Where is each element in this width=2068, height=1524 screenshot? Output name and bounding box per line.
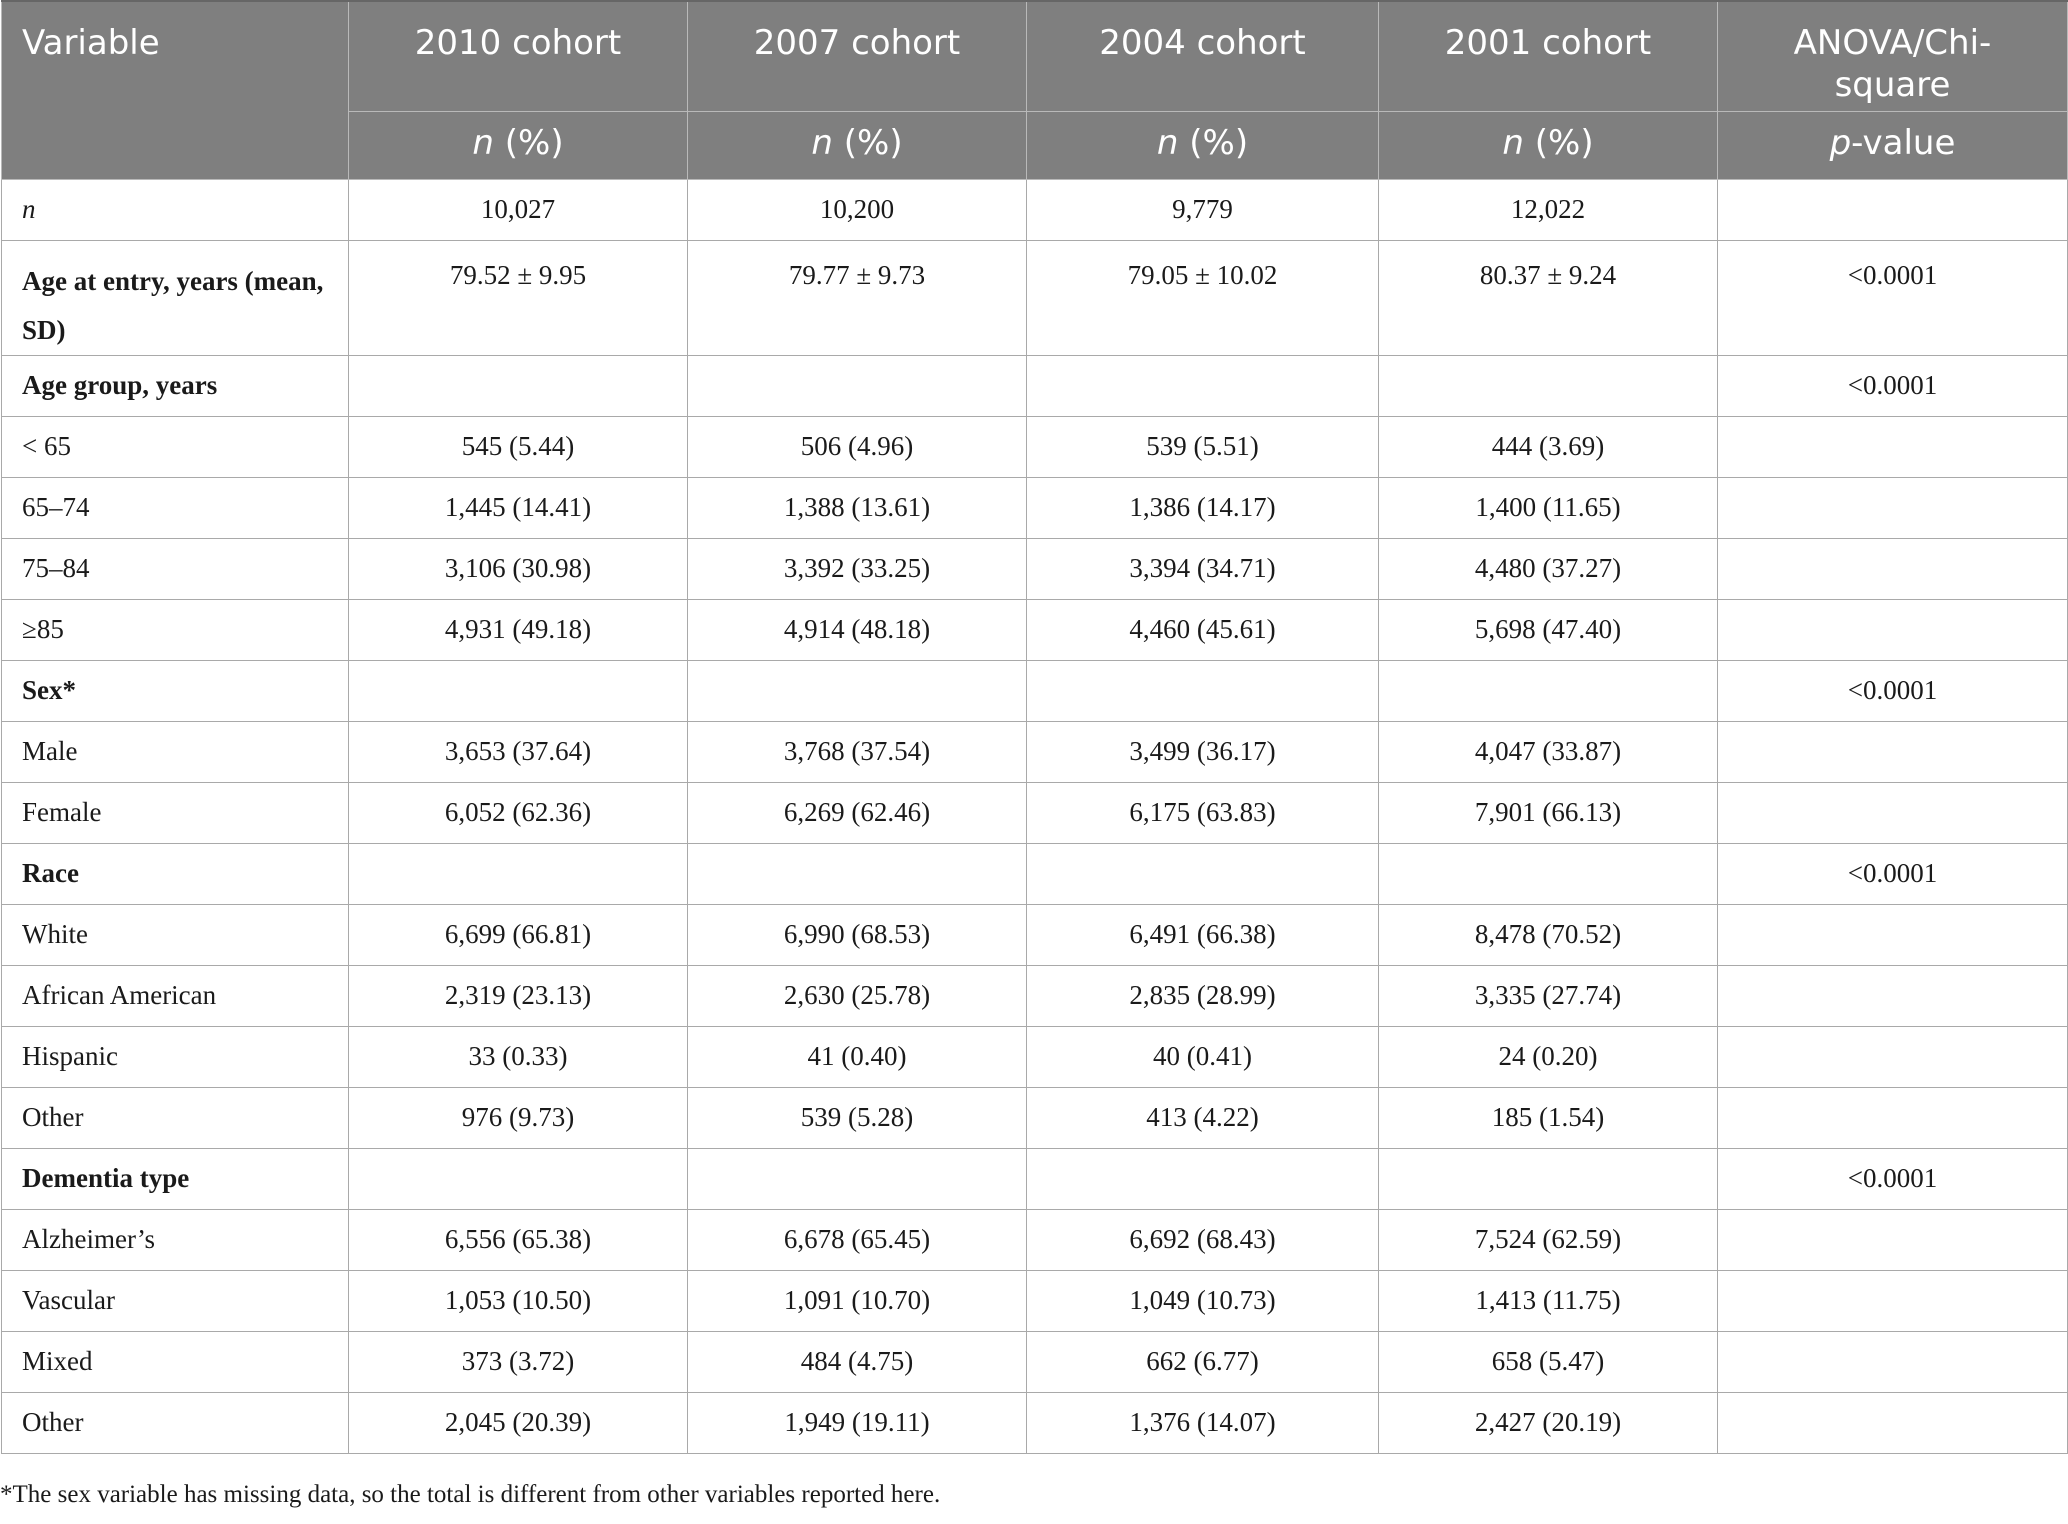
cell-cohort-value (1027, 660, 1379, 721)
subheader-n: n (1156, 122, 1179, 163)
cell-cohort-value: 80.37 ± 9.24 (1379, 240, 1718, 355)
cell-cohort-value: 1,445 (14.41) (349, 477, 688, 538)
subheader-pct: (%) (493, 122, 564, 163)
table-row (2, 1148, 2068, 1209)
cell-p-value: <0.0001 (1718, 240, 2068, 355)
cell-cohort-value: 1,388 (13.61) (688, 477, 1027, 538)
subheader-n: n (1502, 122, 1524, 163)
cell-cohort-value: 4,480 (37.27) (1379, 538, 1718, 599)
cell-p-value (1718, 179, 2068, 240)
cell-cohort-value: 4,460 (45.61) (1027, 599, 1379, 660)
cell-cohort-value: 1,376 (14.07) (1027, 1392, 1379, 1453)
cell-cohort-value: 2,427 (20.19) (1379, 1392, 1718, 1453)
cell-cohort-value (1379, 660, 1718, 721)
cell-cohort-value: 1,949 (19.11) (688, 1392, 1027, 1453)
cell-cohort-value: 1,091 (10.70) (688, 1270, 1027, 1331)
cell-p-value (1718, 1026, 2068, 1087)
row-label: Dementia type (2, 1148, 349, 1209)
cell-p-value: <0.0001 (1718, 355, 2068, 416)
header-2007-cohort: 2007 cohort (688, 1, 1027, 111)
cell-cohort-value: 6,491 (66.38) (1027, 904, 1379, 965)
cell-p-value: <0.0001 (1718, 843, 2068, 904)
subheader-pct: (%) (1178, 122, 1249, 163)
subheader-p: p (1829, 122, 1852, 163)
cell-cohort-value: 2,319 (23.13) (349, 965, 688, 1026)
cell-cohort-value (1379, 355, 1718, 416)
table-row (2, 240, 2068, 355)
table-row (2, 416, 2068, 477)
cell-cohort-value: 3,768 (37.54) (688, 721, 1027, 782)
cell-cohort-value (349, 355, 688, 416)
subheader-n-pct (1379, 111, 1718, 179)
cell-cohort-value: 6,699 (66.81) (349, 904, 688, 965)
subheader-p-value (1718, 111, 2068, 179)
row-label: Female (2, 782, 349, 843)
cell-p-value: <0.0001 (1718, 660, 2068, 721)
cell-cohort-value (688, 1148, 1027, 1209)
cell-cohort-value: 2,045 (20.39) (349, 1392, 688, 1453)
cell-p-value (1718, 904, 2068, 965)
cell-cohort-value (688, 660, 1027, 721)
cell-cohort-value: 6,052 (62.36) (349, 782, 688, 843)
row-label: Other (2, 1392, 349, 1453)
row-label: Male (2, 721, 349, 782)
cell-cohort-value: 7,901 (66.13) (1379, 782, 1718, 843)
table-row (2, 721, 2068, 782)
cell-cohort-value (1379, 1148, 1718, 1209)
cell-cohort-value: 1,053 (10.50) (349, 1270, 688, 1331)
cell-cohort-value: 1,413 (11.75) (1379, 1270, 1718, 1331)
subheader-n-pct (1027, 111, 1379, 179)
cohort-table (1, 0, 2068, 1454)
cell-cohort-value: 79.52 ± 9.95 (349, 240, 688, 355)
cell-cohort-value: 413 (4.22) (1027, 1087, 1379, 1148)
table-row (2, 477, 2068, 538)
table-row (2, 1270, 2068, 1331)
cell-cohort-value: 539 (5.28) (688, 1087, 1027, 1148)
row-label: Vascular (2, 1270, 349, 1331)
cell-cohort-value: 3,335 (27.74) (1379, 965, 1718, 1026)
row-label: n (2, 179, 349, 240)
cell-cohort-value: 10,027 (349, 179, 688, 240)
cell-p-value (1718, 721, 2068, 782)
subheader-n: n (811, 122, 833, 163)
cell-p-value (1718, 599, 2068, 660)
cell-cohort-value: 6,990 (68.53) (688, 904, 1027, 965)
cell-cohort-value: 3,106 (30.98) (349, 538, 688, 599)
cell-cohort-value (349, 660, 688, 721)
table-row (2, 660, 2068, 721)
subheader-pct: (%) (832, 122, 903, 163)
cell-p-value (1718, 1331, 2068, 1392)
cell-cohort-value (349, 843, 688, 904)
table-row (2, 1026, 2068, 1087)
cell-cohort-value: 373 (3.72) (349, 1331, 688, 1392)
cell-cohort-value: 33 (0.33) (349, 1026, 688, 1087)
cell-cohort-value: 1,400 (11.65) (1379, 477, 1718, 538)
cell-p-value (1718, 538, 2068, 599)
header-anova-chi-square: ANOVA/Chi-square (1718, 1, 2068, 111)
cell-cohort-value: 1,049 (10.73) (1027, 1270, 1379, 1331)
header-variable: Variable (2, 1, 349, 179)
cell-cohort-value (349, 1148, 688, 1209)
cell-p-value (1718, 416, 2068, 477)
row-label: Age group, years (2, 355, 349, 416)
cell-cohort-value: 6,556 (65.38) (349, 1209, 688, 1270)
row-label: Sex* (2, 660, 349, 721)
table-row (2, 355, 2068, 416)
row-label: White (2, 904, 349, 965)
header-2010-cohort: 2010 cohort (349, 1, 688, 111)
row-label: Race (2, 843, 349, 904)
cell-cohort-value: 506 (4.96) (688, 416, 1027, 477)
row-label: < 65 (2, 416, 349, 477)
row-label: African American (2, 965, 349, 1026)
subheader-n: n (472, 122, 494, 163)
row-label: Hispanic (2, 1026, 349, 1087)
cell-cohort-value: 545 (5.44) (349, 416, 688, 477)
cell-cohort-value: 539 (5.51) (1027, 416, 1379, 477)
cell-cohort-value: 79.05 ± 10.02 (1027, 240, 1379, 355)
cell-cohort-value: 24 (0.20) (1379, 1026, 1718, 1087)
cell-p-value: <0.0001 (1718, 1148, 2068, 1209)
cell-p-value (1718, 1392, 2068, 1453)
row-label: Age at entry, years (mean, SD) (2, 240, 349, 355)
cell-p-value (1718, 782, 2068, 843)
cell-p-value (1718, 965, 2068, 1026)
table-row (2, 1392, 2068, 1453)
header-row (2, 1, 2068, 111)
cell-cohort-value: 3,499 (36.17) (1027, 721, 1379, 782)
subheader-n-pct (349, 111, 688, 179)
cell-cohort-value: 658 (5.47) (1379, 1331, 1718, 1392)
table-footnote: *The sex variable has missing data, so the total is different from other variables reported here. (0, 1481, 941, 1508)
table-row (2, 843, 2068, 904)
cell-cohort-value: 6,175 (63.83) (1027, 782, 1379, 843)
row-label: Mixed (2, 1331, 349, 1392)
cell-cohort-value: 41 (0.40) (688, 1026, 1027, 1087)
table-row (2, 538, 2068, 599)
cell-cohort-value (688, 843, 1027, 904)
cell-p-value (1718, 477, 2068, 538)
cell-cohort-value: 8,478 (70.52) (1379, 904, 1718, 965)
cell-cohort-value: 6,678 (65.45) (688, 1209, 1027, 1270)
table-row (2, 1209, 2068, 1270)
cell-cohort-value: 4,914 (48.18) (688, 599, 1027, 660)
header-2001-cohort: 2001 cohort (1379, 1, 1718, 111)
cell-cohort-value: 185 (1.54) (1379, 1087, 1718, 1148)
cell-cohort-value: 976 (9.73) (349, 1087, 688, 1148)
cell-cohort-value: 12,022 (1379, 179, 1718, 240)
table-row (2, 599, 2068, 660)
cell-cohort-value: 1,386 (14.17) (1027, 477, 1379, 538)
cell-cohort-value: 7,524 (62.59) (1379, 1209, 1718, 1270)
cell-cohort-value: 3,394 (34.71) (1027, 538, 1379, 599)
cell-cohort-value (1027, 843, 1379, 904)
table-row (2, 965, 2068, 1026)
row-label: 65–74 (2, 477, 349, 538)
header-2004-cohort: 2004 cohort (1027, 1, 1379, 111)
subheader-value: -value (1851, 122, 1956, 163)
cell-cohort-value: 484 (4.75) (688, 1331, 1027, 1392)
cell-cohort-value (688, 355, 1027, 416)
cell-cohort-value (1379, 843, 1718, 904)
cell-p-value (1718, 1087, 2068, 1148)
cell-cohort-value: 9,779 (1027, 179, 1379, 240)
cell-cohort-value: 5,698 (47.40) (1379, 599, 1718, 660)
subheader-pct: (%) (1523, 122, 1594, 163)
cell-cohort-value (1027, 355, 1379, 416)
cell-cohort-value: 662 (6.77) (1027, 1331, 1379, 1392)
cell-cohort-value: 40 (0.41) (1027, 1026, 1379, 1087)
row-label: 75–84 (2, 538, 349, 599)
cell-cohort-value: 4,047 (33.87) (1379, 721, 1718, 782)
table-row (2, 1087, 2068, 1148)
cell-cohort-value: 3,392 (33.25) (688, 538, 1027, 599)
cell-cohort-value: 2,835 (28.99) (1027, 965, 1379, 1026)
cell-cohort-value: 3,653 (37.64) (349, 721, 688, 782)
table-row (2, 179, 2068, 240)
cell-cohort-value: 4,931 (49.18) (349, 599, 688, 660)
table-row (2, 1331, 2068, 1392)
row-label: Alzheimer’s (2, 1209, 349, 1270)
cell-p-value (1718, 1209, 2068, 1270)
cell-cohort-value: 6,692 (68.43) (1027, 1209, 1379, 1270)
row-label: Other (2, 1087, 349, 1148)
table-row (2, 904, 2068, 965)
cell-cohort-value (1027, 1148, 1379, 1209)
cell-cohort-value: 79.77 ± 9.73 (688, 240, 1027, 355)
table-row (2, 782, 2068, 843)
table-header (2, 1, 2068, 179)
cell-cohort-value: 2,630 (25.78) (688, 965, 1027, 1026)
row-label: ≥85 (2, 599, 349, 660)
cell-cohort-value: 10,200 (688, 179, 1027, 240)
cell-cohort-value: 6,269 (62.46) (688, 782, 1027, 843)
cell-p-value (1718, 1270, 2068, 1331)
cell-cohort-value: 444 (3.69) (1379, 416, 1718, 477)
table-body (2, 179, 2068, 1453)
subheader-n-pct (688, 111, 1027, 179)
